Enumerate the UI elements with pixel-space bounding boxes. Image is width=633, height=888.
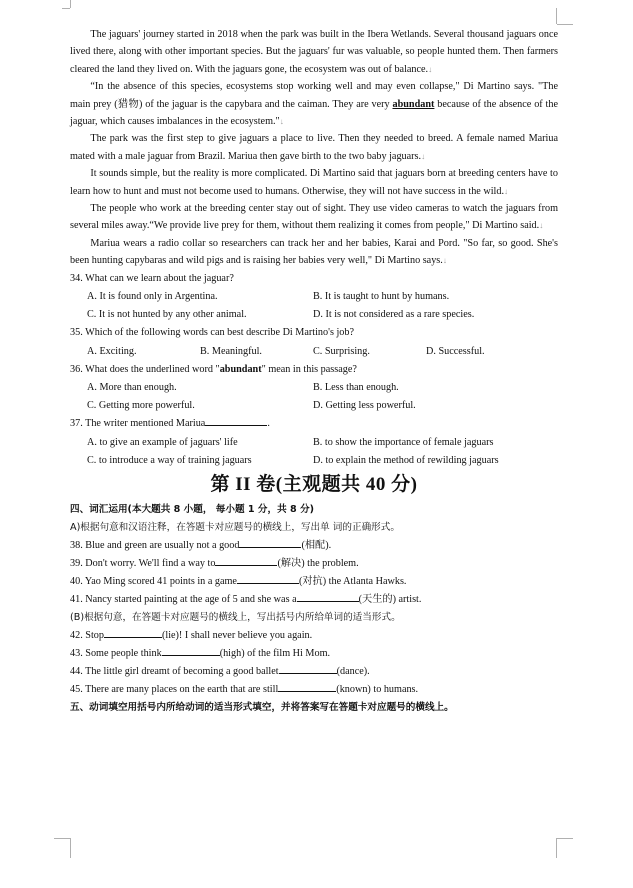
underlined-word: abundant	[392, 98, 435, 110]
question-36	[70, 361, 558, 416]
fill-blank-item: 43. Some people think (high) of the film Hi Mom.	[70, 645, 558, 663]
crop-mark-top-left	[62, 8, 70, 9]
option-d[interactable]: D. to explain the method of rewilding jaguars	[313, 454, 499, 466]
option-a[interactable]: A. It is found only in Argentina.	[87, 290, 218, 302]
passage-paragraph: The park was the first step to give jaguars a place to live. Then they needed to breed. A female named Mariua mated with a male jaguar from Brazil. Mariua then gave birth to the two baby jaguars.↓	[70, 133, 558, 162]
passage-paragraph: It sounds simple, but the reality is more complicated. Di Martino said that jaguars born at breeding centers have to learn how to hunt and must not become used to humans. Otherwise, they will not have success in the wild.↓	[70, 168, 558, 197]
fill-blank-item: 44. The little girl dreamt of becoming a good ballet (dance).	[70, 663, 558, 681]
option-b[interactable]: B. It is taught to hunt by humans.	[313, 290, 450, 302]
part-a-instruction: A)根据句意和汉语注释，在答题卡对应题号的横线上，写出单 词的正确形式。	[70, 521, 400, 533]
fill-blank-item: 41. Nancy started painting at the age of 5 and she was a (天生的) artist.	[70, 591, 558, 609]
option-a[interactable]: A. Exciting.	[87, 345, 137, 357]
crop-mark-top-right	[557, 24, 573, 25]
crop-mark-bottom-right	[556, 838, 557, 858]
passage-paragraph: The people who work at the breeding center stay out of sight. They use video cameras to watch the jaguars from several miles away.“We provide live prey for them, without them realizing it comes from people," Di Martino said.↓	[70, 203, 558, 232]
fill-blank-item: 45. There are many places on the earth that are still (known) to humans.	[70, 681, 558, 699]
answer-blank[interactable]	[205, 415, 267, 426]
section-title: 第 II 卷(主观题共 40 分)	[210, 473, 418, 495]
option-c[interactable]: C. Surprising.	[313, 345, 370, 357]
answer-blank[interactable]	[162, 645, 220, 656]
option-b[interactable]: B. Meaningful.	[200, 345, 262, 357]
reading-passage	[70, 26, 558, 270]
crop-mark-bottom-right	[557, 838, 573, 839]
option-d[interactable]: D. It is not considered as a rare species.	[313, 309, 475, 321]
fill-blank-item: 42. Stop (lie)! I shall never believe you again.	[70, 627, 558, 645]
document-page	[70, 26, 558, 717]
passage-paragraph: Mariua wears a radio collar so researchers can track her and her babies, Karai and Pord. "So far, so good. She's been hunting capybaras and wild pigs and is raising her babies very well," Di Martino says.↓	[70, 237, 558, 267]
answer-blank[interactable]	[297, 591, 359, 602]
option-a[interactable]: A. to give an example of jaguars' life	[87, 436, 238, 448]
section-heading: 四、词汇运用(本大题共 8 小题， 每小题 1 分，共 8 分)	[70, 503, 315, 515]
option-d[interactable]: D. Getting less powerful.	[313, 400, 416, 412]
question-35	[70, 324, 558, 360]
question-stem: 35. Which of the following words can best describe Di Martino's job?	[70, 327, 355, 339]
option-c[interactable]: C. to introduce a way of training jaguars	[87, 454, 252, 466]
option-c[interactable]: C. It is not hunted by any other animal.	[87, 309, 247, 321]
option-b[interactable]: B. to show the importance of female jaguars	[313, 436, 494, 448]
part-b-instruction: (B)根据句意，在答题卡对应题号的横线上，写出括号内所给单词的适当形式。	[70, 611, 401, 623]
passage-paragraph: “In the absence of this species, ecosystems stop working well and may even collapse," Di Martino says. "The main prey (猎物) of the jaguar is the capybara and the caiman. They are very abundant because of the absence of the jaguar, which causes imbalances in the ecosystem."↓	[70, 81, 559, 128]
question-37	[70, 415, 558, 470]
option-a[interactable]: A. More than enough.	[87, 381, 177, 393]
option-d[interactable]: D. Successful.	[426, 345, 485, 357]
crop-mark-bottom-left	[54, 838, 70, 839]
vocabulary-section	[70, 501, 558, 699]
answer-blank[interactable]	[278, 681, 336, 692]
answer-blank[interactable]	[279, 663, 337, 674]
answer-blank[interactable]	[239, 537, 301, 548]
crop-mark-bottom-left	[70, 838, 71, 858]
fill-blank-item: 38. Blue and green are usually not a good (相配).	[70, 537, 558, 555]
passage-paragraph: The jaguars' journey started in 2018 when the park was built in the Ibera Wetlands. Several thousand jaguars once lived there, along with other important species. But the jaguars' fur was valuable, so people hunted them. Then farmers cleared the land they lived on. With the jaguars gone, the ecosystem was out of balance.↓	[70, 29, 558, 75]
answer-blank[interactable]	[215, 555, 277, 566]
answer-blank[interactable]	[237, 573, 299, 584]
answer-blank[interactable]	[104, 627, 162, 638]
crop-mark-top-left	[70, 0, 71, 8]
question-stem: 37. The writer mentioned Mariua .	[70, 415, 558, 433]
question-stem: 36. What does the underlined word "abundant" mean in this passage?	[70, 363, 357, 375]
option-c[interactable]: C. Getting more powerful.	[87, 400, 195, 412]
crop-mark-top-right	[556, 8, 557, 24]
option-b[interactable]: B. Less than enough.	[313, 381, 399, 393]
fill-blank-item: 39. Don't worry. We'll find a way to (解决) the problem.	[70, 555, 558, 573]
fill-blank-item: 40. Yao Ming scored 41 points in a game (对抗) the Atlanta Hawks.	[70, 573, 558, 591]
question-34	[70, 270, 558, 325]
section-five-heading: 五、动词填空用括号内所给动词的适当形式填空，并将答案写在答题卡对应题号的横线上。	[70, 701, 454, 713]
question-stem: 34. What can we learn about the jaguar?	[70, 272, 234, 284]
